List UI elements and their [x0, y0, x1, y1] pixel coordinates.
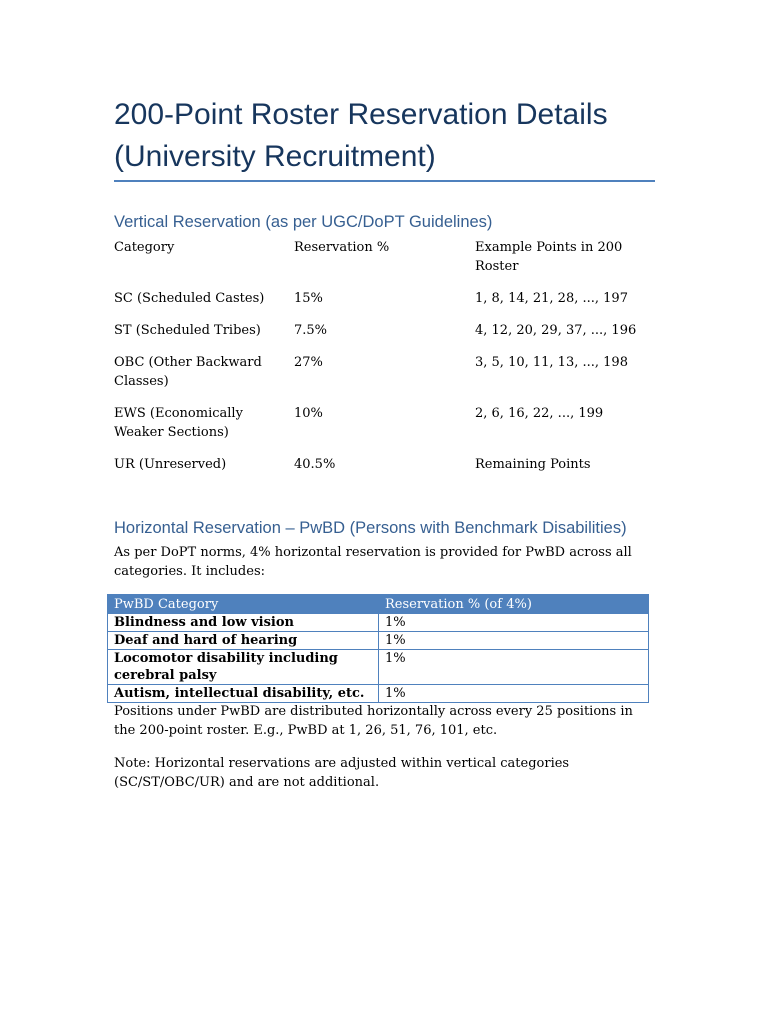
pwbd-percent: 1%: [379, 685, 649, 703]
table-header-row: [108, 595, 649, 614]
col-header-category: Category: [114, 240, 175, 255]
pwbd-category: Locomotor disability including cerebral palsy: [108, 650, 379, 685]
row-category: UR (Unreserved): [114, 457, 227, 472]
page-title: 200-Point Roster Reservation Details (University Recruitment): [114, 98, 608, 173]
pwbd-category: Deaf and hard of hearing: [108, 632, 379, 650]
pwbd-percent: 1%: [379, 614, 649, 632]
row-category: ST (Scheduled Tribes): [114, 323, 261, 338]
row-percent: 10%: [294, 406, 323, 421]
title-underline: [114, 180, 655, 182]
horizontal-note: Note: Horizontal reservations are adjusted within vertical categories (SC/ST/OBC/UR) and are not additional.: [114, 756, 570, 790]
row-category: SC (Scheduled Castes): [114, 291, 265, 306]
horizontal-reservation-heading: Horizontal Reservation – PwBD (Persons with Benchmark Disabilities): [114, 519, 627, 537]
row-points: 1, 8, 14, 21, 28, ..., 197: [475, 291, 628, 306]
table-row: [108, 685, 649, 703]
pwbd-category: Autism, intellectual disability, etc.: [108, 685, 379, 703]
col-header-pwbd-category: PwBD Category: [108, 595, 379, 614]
vertical-reservation-heading: Vertical Reservation (as per UGC/DoPT Guidelines): [114, 213, 493, 231]
table-row: [108, 650, 649, 685]
pwbd-category: Blindness and low vision: [108, 614, 379, 632]
table-row: [108, 614, 649, 632]
row-percent: 7.5%: [294, 323, 328, 338]
pwbd-table: [107, 594, 649, 703]
col-header-reservation: Reservation %: [294, 240, 390, 255]
row-percent: 40.5%: [294, 457, 336, 472]
row-points: 3, 5, 10, 11, 13, ..., 198: [475, 355, 628, 370]
horizontal-intro: As per DoPT norms, 4% horizontal reservation is provided for PwBD across all categories. It includes:: [114, 545, 632, 579]
row-points: Remaining Points: [475, 457, 591, 472]
row-points: 2, 6, 16, 22, ..., 199: [475, 406, 604, 421]
row-percent: 15%: [294, 291, 323, 306]
table-row: [108, 632, 649, 650]
col-header-pwbd-reservation: Reservation % (of 4%): [379, 595, 649, 614]
pwbd-percent: 1%: [379, 650, 649, 685]
col-header-example-points: Example Points in 200 Roster: [475, 240, 623, 274]
row-category: EWS (Economically Weaker Sections): [114, 406, 243, 440]
row-points: 4, 12, 20, 29, 37, ..., 196: [475, 323, 637, 338]
row-percent: 27%: [294, 355, 323, 370]
pwbd-distribution-note: Positions under PwBD are distributed horizontally across every 25 positions in the 200-point roster. E.g., PwBD at 1, 26, 51, 76, 101, etc.: [114, 704, 633, 738]
pwbd-percent: 1%: [379, 632, 649, 650]
row-category: OBC (Other Backward Classes): [114, 355, 262, 389]
